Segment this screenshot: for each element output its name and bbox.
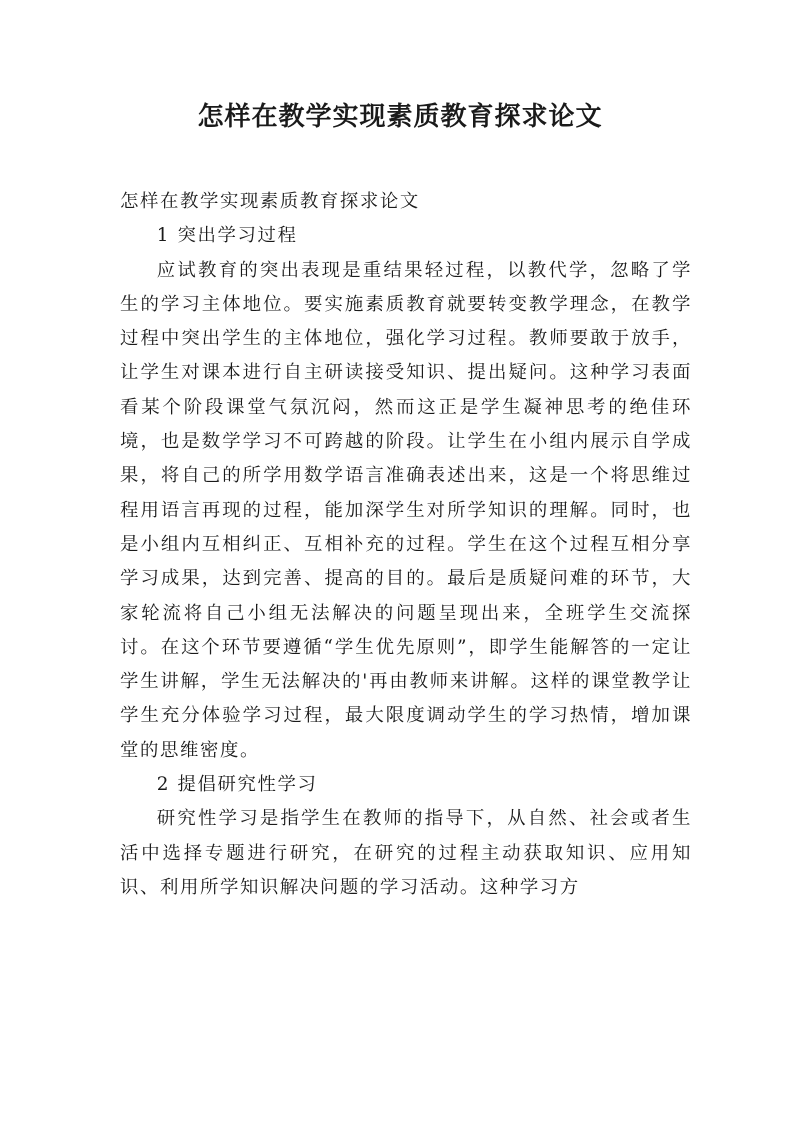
section-paragraph-2: 研究性学习是指学生在教师的指导下，从自然、社会或者生活中选择专题进行研究，在研究的过程主动获取知识、应用知识、利用所学知识解决问题的学习活动。这种学习方 [120, 808, 692, 898]
document-title: 怎样在教学实现素质教育探求论文 [197, 102, 603, 132]
document-body [120, 185, 692, 905]
section-heading-1: 1 突出学习过程 [156, 225, 298, 247]
document-subtitle: 怎样在教学实现素质教育探求论文 [120, 191, 420, 212]
section-paragraph-1: 应试教育的突出表现是重结果轻过程，以教代学，忽略了学生的学习主体地位。要实施素质教育就要转变教学理念，在教学过程中突出学生的主体地位，强化学习过程。教师要敢于放手，让学生对课本进行自主研读接受知识、提出疑问。这种学习表面看某个阶段课堂气氛沉闷，然而这正是学生凝神思考的绝佳环境，也是数学学习不可跨越的阶段。让学生在小组内展示自学成果，将自己的所学用数学语言准确表述出来，这是一个将思维过程用语言再现的过程，能加深学生对所学知识的理解。同时，也是小组内互相纠正、互相补充的过程。学生在这个过程互相分享学习成果，达到完善、提高的目的。最后是质疑问难的环节，大家轮流将自己小组无法解决的问题呈现出来，全班学生交流探讨。在这个环节要遵循“学生优先原则”，即学生能解答的一定让学生讲解，学生无法解决的'再由教师来讲解。这样的课堂教学让学生充分体验学习过程，最大限度调动学生的学习热情，增加课堂的思维密度。 [120, 259, 692, 761]
section-heading-2: 2 提倡研究性学习 [156, 774, 318, 796]
